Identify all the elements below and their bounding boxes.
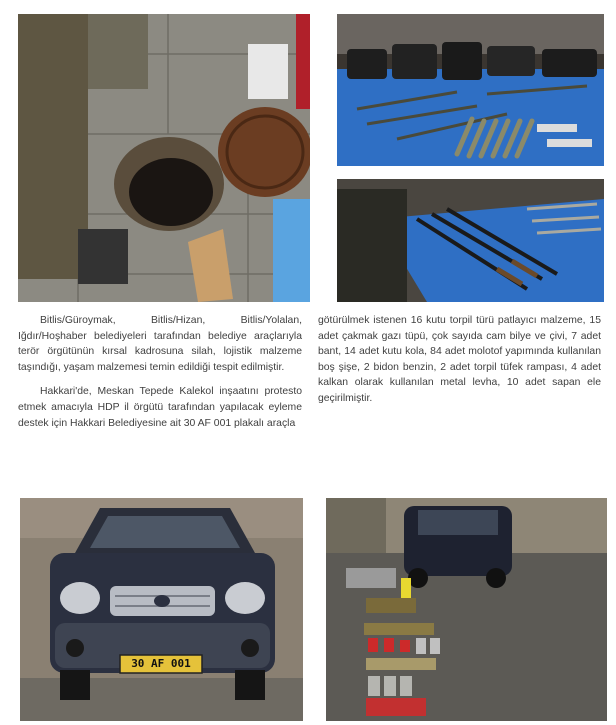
article-paragraph: götürülmek istenen 16 kutu torpil türü patlayıcı malzeme, 15 adet çakmak gazı tüpü, çok sayıda cam bilye ve çivi, 7 adet bant, 14 adet kutu kola, 84 adet molotof yapımında kullanılan boş şişe, 2 bidon benzin, 2 adet torpil tüfek rampası, 4 adet kalkan olarak kullanılan metal levha, 10 adet sapan ele geçirilmiştir.: [318, 315, 601, 404]
article-paragraph: Hakkari'de, Meskan Tepede Kalekol inşaatını protesto etmek amacıyla HDP il örgütü tarafından yapılacak eyleme destek için Hakkari Belediyesine ait 30 AF 001 plakalı araçla: [18, 386, 302, 429]
municipality-car-photo: [20, 498, 303, 721]
seized-items-photo: [326, 498, 607, 721]
article-right-column: [318, 313, 601, 416]
article-paragraph: Bitlis/Güroymak, Bitlis/Hizan, Bitlis/Yolalan, Iğdır/Hoşhaber belediyeleri tarafından belediye araçlarıyla terör örgütünün kırsal kadrosuna silah, lojistik malzeme taşındığı, yaşam malzemesi temin edildiği tespit edilmiştir.: [18, 315, 302, 373]
weapons-on-tarp-photo: [337, 14, 604, 166]
article-left-column: [18, 313, 302, 440]
rifles-on-tarp-photo: [337, 179, 604, 302]
license-plate: 30 AF 001: [131, 657, 191, 670]
manhole-photo: [18, 14, 310, 302]
